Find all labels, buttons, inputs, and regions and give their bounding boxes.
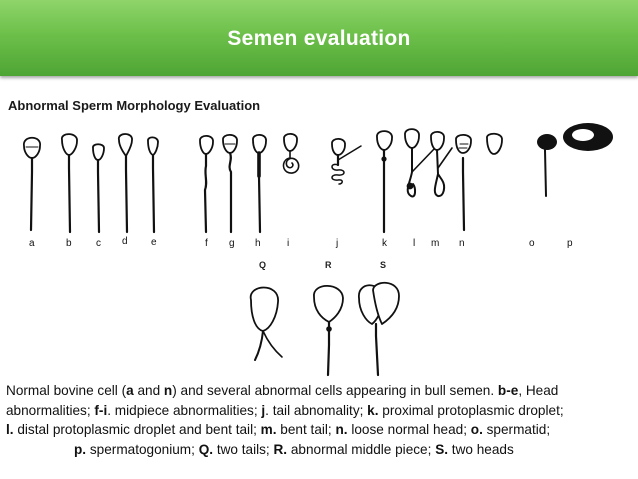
figure-title: Abnormal Sperm Morphology Evaluation	[8, 98, 261, 113]
label-g: g	[229, 238, 235, 249]
sperm-c	[93, 144, 104, 232]
sperm-R	[314, 286, 343, 375]
label-n: n	[459, 238, 465, 249]
page-title: Semen evaluation	[227, 27, 411, 50]
figure-caption	[6, 381, 634, 459]
sperm-a	[24, 138, 40, 230]
sperm-i	[283, 134, 298, 173]
caption-line-1: Normal bovine cell (a and n) and several abnormal cells appearing in bull semen. b-e, Head	[6, 383, 559, 398]
sperm-loose-head	[487, 134, 502, 154]
label-p: p	[567, 238, 573, 249]
label-h: h	[255, 238, 261, 249]
label-c: c	[96, 238, 101, 249]
sperm-h	[253, 135, 266, 232]
label-f: f	[205, 238, 208, 249]
label-b: b	[66, 238, 72, 249]
caption-line-2: abnormalities; f-i. midpiece abnormalities; j. tail abnomality; k. proximal protoplasmic droplet;	[6, 402, 564, 418]
caption-line-4: p. spermatogonium; Q. two tails; R. abnormal middle piece; S. two heads	[74, 441, 514, 457]
sperm-e	[148, 137, 158, 232]
label-S: S	[380, 260, 387, 270]
sperm-m	[431, 132, 452, 196]
label-a: a	[29, 238, 35, 249]
sperm-g	[223, 135, 237, 232]
label-d: d	[122, 236, 128, 247]
sperm-b	[62, 134, 77, 232]
sperm-n	[456, 135, 471, 230]
sperm-o	[537, 134, 557, 196]
label-l: l	[413, 238, 416, 249]
label-k: k	[382, 238, 387, 249]
sperm-f	[200, 136, 213, 232]
sperm-j	[332, 139, 361, 184]
label-R: R	[325, 260, 332, 270]
sperm-k	[377, 131, 392, 232]
label-j: j	[336, 238, 339, 249]
caption-line-3: l. distal protoplasmic droplet and bent tail; m. bent tail; n. loose normal head; o. spermatid;	[6, 422, 551, 438]
label-i: i	[287, 238, 290, 249]
label-o: o	[529, 238, 535, 249]
label-m: m	[431, 238, 440, 249]
sperm-S	[359, 283, 399, 375]
sperm-Q	[251, 288, 282, 361]
label-Q: Q	[259, 260, 267, 270]
label-e: e	[151, 237, 157, 248]
sperm-d	[119, 134, 132, 232]
sperm-p	[563, 123, 613, 151]
